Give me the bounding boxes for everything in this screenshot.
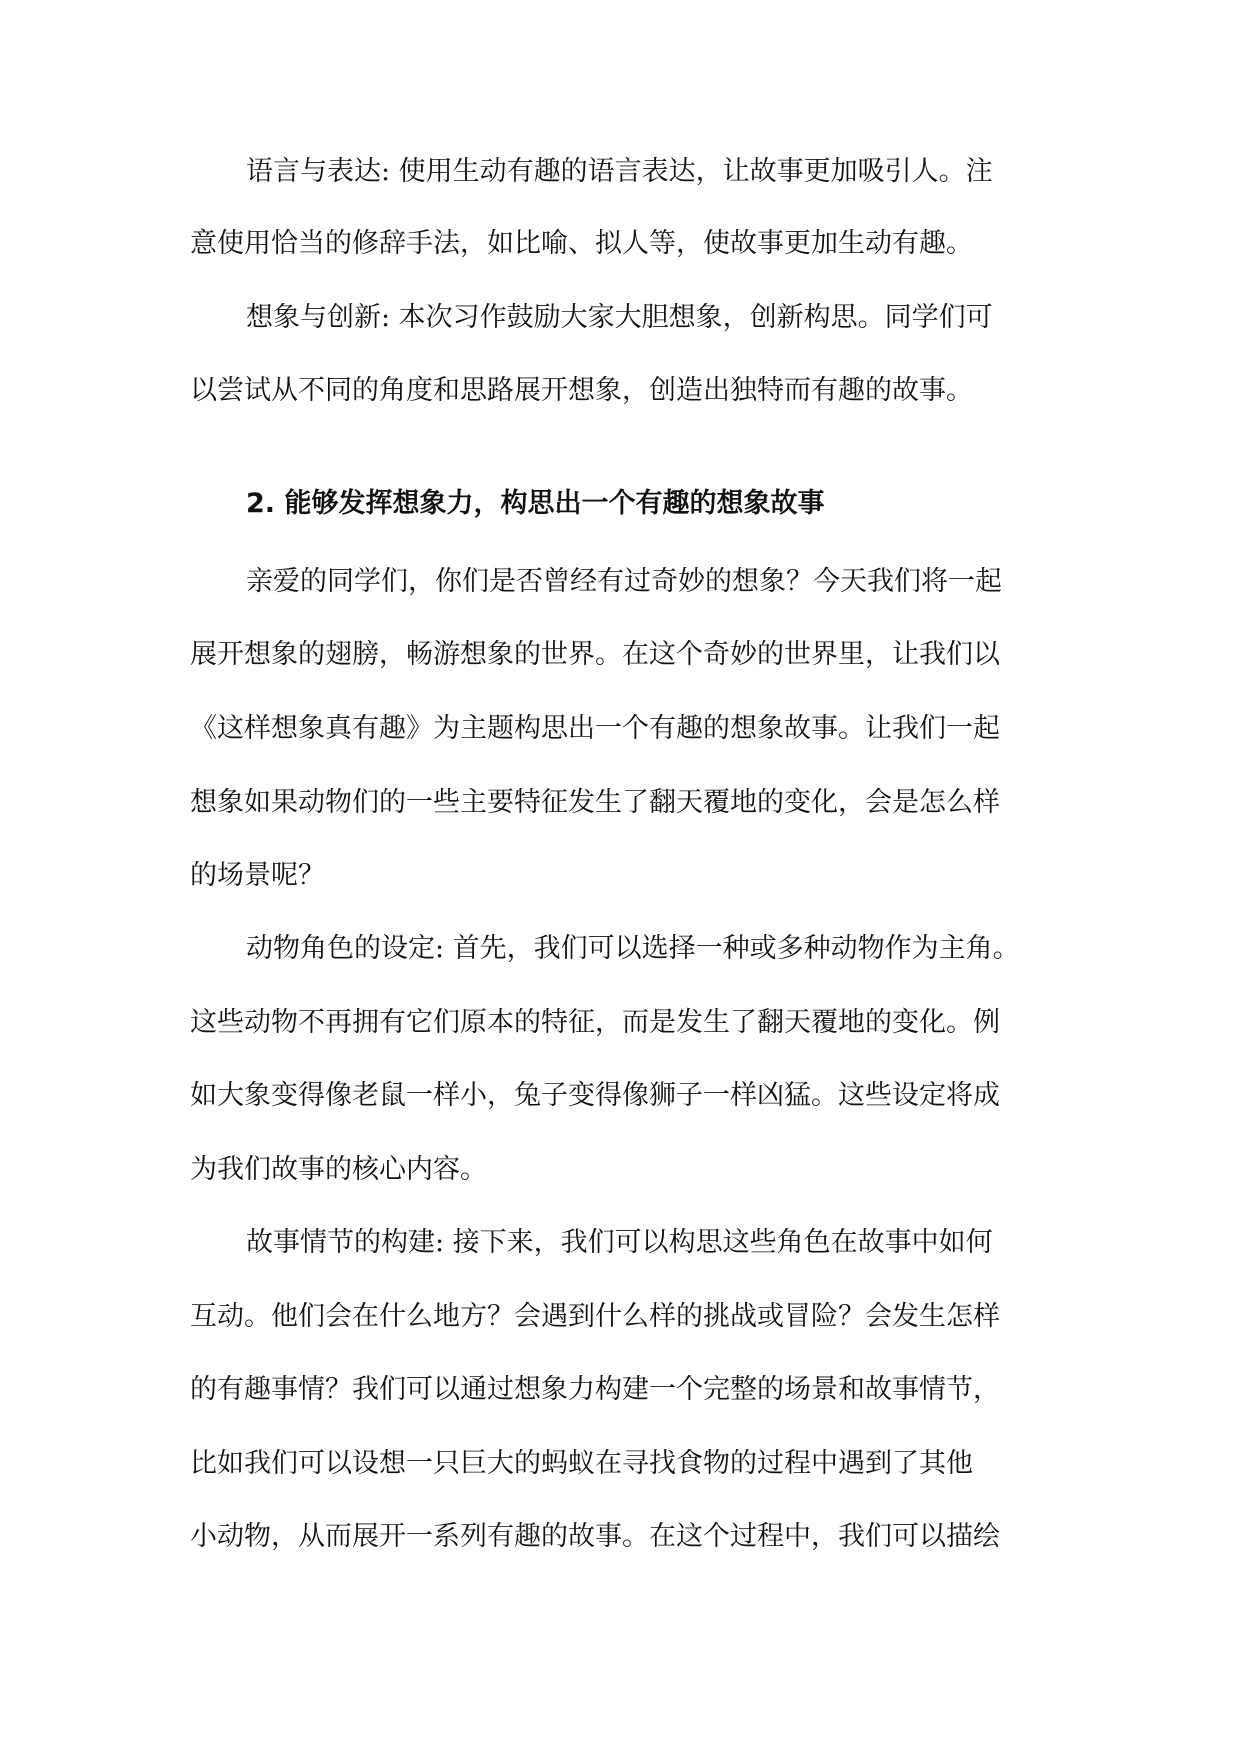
text-line: 故事情节的构建: 接下来，我们可以构思这些角色在故事中如何 [246, 1227, 993, 1258]
text-line: 这些动物不再拥有它们原本的特征，而是发生了翻天覆地的变化。例 [190, 1007, 1000, 1038]
text-line: 为我们故事的核心内容。 [190, 1154, 487, 1185]
text-line: 比如我们可以设想一只巨大的蚂蚁在寻找食物的过程中遇到了其他 [190, 1448, 973, 1479]
text-line: 《这样想象真有趣》为主题构思出一个有趣的想象故事。让我们一起 [190, 713, 1000, 744]
text-line: 的有趣事情？我们可以通过想象力构建一个完整的场景和故事情节， [190, 1374, 1000, 1405]
text-line: 互动。他们会在什么地方？会遇到什么样的挑战或冒险？会发生怎样 [190, 1301, 1000, 1332]
text-line: 亲爱的同学们，你们是否曾经有过奇妙的想象？今天我们将一起 [246, 566, 1002, 597]
text-line: 展开想象的翅膀，畅游想象的世界。在这个奇妙的世界里，让我们以 [190, 639, 1000, 670]
text-line: 动物角色的设定: 首先，我们可以选择一种或多种动物作为主角。 [246, 933, 1020, 964]
text-line: 小动物，从而展开一系列有趣的故事。在这个过程中，我们可以描绘 [190, 1521, 1000, 1552]
text-line: 如大象变得像老鼠一样小，兔子变得像狮子一样凶猛。这些设定将成 [190, 1080, 1000, 1111]
text-line: 想象与创新: 本次习作鼓励大家大胆想象，创新构思。同学们可 [246, 302, 993, 333]
text-line: 意使用恰当的修辞手法，如比喻、拟人等，使故事更加生动有趣。 [190, 228, 973, 259]
section-heading: 2. 能够发挥想象力，构思出一个有趣的想象故事 [246, 488, 825, 519]
text-line: 以尝试从不同的角度和思路展开想象，创造出独特而有趣的故事。 [190, 375, 973, 406]
text-line: 的场景呢？ [190, 860, 325, 891]
text-line: 想象如果动物们的一些主要特征发生了翻天覆地的变化，会是怎么样 [190, 787, 1000, 818]
text-line: 语言与表达: 使用生动有趣的语言表达，让故事更加吸引人。注 [246, 156, 993, 187]
